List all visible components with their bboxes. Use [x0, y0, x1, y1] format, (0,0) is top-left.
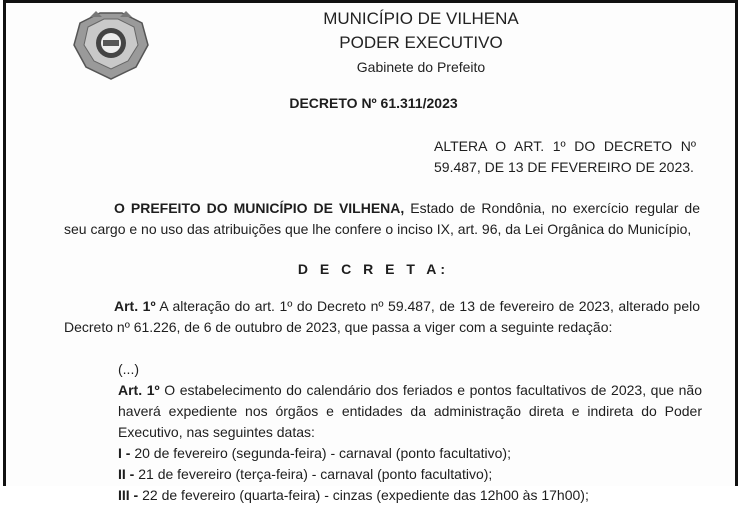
decreta-heading: D E C R E T A:: [297, 261, 450, 277]
article-1-label: Art. 1º: [114, 298, 156, 314]
list-item: [118, 464, 492, 485]
list-item: [118, 443, 511, 464]
ellipsis: (...): [118, 361, 139, 377]
document-page: [3, 0, 738, 503]
item-text: 22 de fevereiro (quarta-feira) - cinzas (expediente das 12h00 às 17h00);: [138, 487, 589, 503]
municipal-crest-icon: [70, 9, 152, 81]
item-text: 21 de fevereiro (terça-feira) - carnaval (ponto facultativo);: [134, 466, 493, 482]
decree-title: DECRETO Nº 61.311/2023: [289, 95, 458, 111]
decree-ementa: ALTERA O ART. 1º DO DECRETO Nº 59.487, DE 13 DE FEVEREIRO DE 2023.: [434, 138, 696, 175]
quoted-article-paragraph: [118, 380, 702, 443]
preamble-text: Estado de Rondônia, no exercício regular de seu cargo e no uso das atribuições que lhe confere o inciso IX, art. 96, da Lei Orgânica do Município,: [64, 200, 700, 237]
quoted-article-label: Art. 1º: [118, 382, 160, 398]
executive-branch: PODER EXECUTIVO: [339, 33, 503, 52]
list-item: [118, 485, 589, 506]
item-text: 20 de fevereiro (segunda-feira) - carnaval (ponto facultativo);: [130, 445, 511, 461]
quoted-article-text: O estabelecimento do calendário dos feriados e pontos facultativos de 2023, que não haverá expediente nos órgãos e entidades da administração direta e indireta do Poder Executivo, nas seguintes datas:: [118, 382, 703, 440]
preamble-paragraph: [64, 198, 700, 240]
preamble-authority: O PREFEITO DO MUNICÍPIO DE VILHENA,: [114, 200, 405, 216]
item-roman: I -: [118, 445, 131, 461]
office-name: Gabinete do Prefeito: [356, 59, 486, 75]
article-1-text: A alteração do art. 1º do Decreto nº 59.487, de 13 de fevereiro de 2023, alterado pelo Decreto nº 61.226, de 6 de outubro de 2023, que passa a viger com a seguinte redação:: [64, 298, 700, 335]
item-roman: II -: [118, 466, 135, 482]
article-1-paragraph: [64, 296, 700, 338]
municipality-name: MUNICÍPIO DE VILHENA: [323, 9, 519, 28]
item-roman: III -: [118, 487, 139, 503]
